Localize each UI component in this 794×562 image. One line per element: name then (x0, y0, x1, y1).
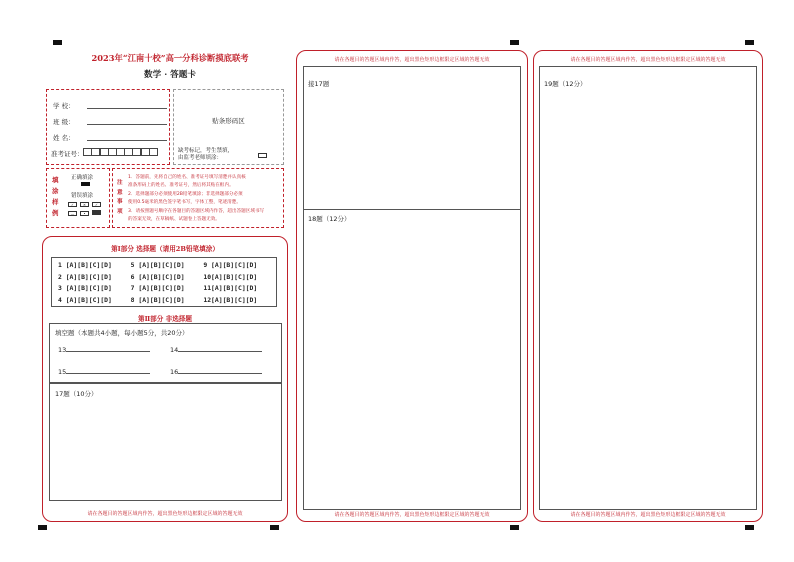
correct-fill-sample (81, 182, 90, 186)
blank-16-label: 16 (170, 368, 179, 376)
absent-note-line1: 缺考标记，考生禁填， (178, 148, 234, 154)
choice-item[interactable]: 9 [A][B][C][D] (203, 261, 258, 269)
registration-mark (38, 525, 47, 530)
blank-13-field[interactable] (66, 351, 150, 352)
card-subtitle: 数学 · 答题卡 (144, 70, 196, 80)
choice-row (58, 283, 276, 295)
part1-title: 第Ⅰ部分 选择题（请用2B铅笔填涂） (111, 245, 219, 253)
registration-mark (270, 525, 279, 530)
student-info-box (46, 89, 170, 165)
note-line: 准条形码上的姓名、准考证号，然后将其贴在框内。 (128, 183, 234, 189)
part2-title: 第Ⅱ部分 非选择题 (137, 315, 192, 323)
q17-continued-label: 接17题 (308, 80, 330, 88)
warning-text: 请在各题目的答题区域内作答，超出黑色矩形边框限定区域的答题无效 (87, 511, 243, 517)
choice-item[interactable]: 7 [A][B][C][D] (130, 284, 185, 292)
choice-grid (51, 257, 277, 307)
fill-guide-side-label: 填涂样例 (52, 176, 59, 217)
q19-label: 19题（12分） (544, 80, 587, 88)
fill-blank-heading: 填空题（本题共4小题，每小题5分，共20分） (55, 329, 189, 337)
q18-answer-box[interactable] (303, 210, 521, 510)
warning-text: 请在各题目的答题区域内作答，超出黑色矩形边框限定区域的答题无效 (334, 512, 490, 518)
name-label: 姓 名： (53, 134, 75, 142)
registration-mark (745, 40, 754, 45)
blank-16-field[interactable] (178, 373, 262, 374)
blank-13-label: 13 (58, 346, 67, 354)
q19-answer-box[interactable] (539, 66, 757, 510)
choice-item[interactable]: 6 [A][B][C][D] (130, 272, 185, 281)
blank-14-label: 14 (170, 346, 179, 354)
registration-mark (53, 40, 62, 45)
warning-text: 请在各题目的答题区域内作答，超出黑色矩形边框限定区域的答题无效 (334, 57, 490, 63)
barcode-label: 贴条形码区 (212, 117, 245, 125)
answer-region-left (42, 236, 288, 522)
exam-id-label: 准考证号： (51, 150, 84, 158)
choice-item[interactable]: 2 [A][B][C][D] (58, 272, 112, 281)
q17-answer-box[interactable] (49, 383, 282, 501)
choice-item[interactable]: 11[A][B][C][D] (203, 284, 258, 292)
note-line: 1．答题前，先将自己的姓名、准考证号填写清楚并认真核 (128, 175, 246, 180)
barcode-area (173, 89, 284, 165)
choice-item[interactable]: 3 [A][B][C][D] (58, 284, 112, 292)
note-line: 3．请按照题号顺序在各题目的答题区域内作答，超出答题区域书写 (128, 208, 265, 214)
choice-item[interactable]: 5 [A][B][C][D] (130, 261, 185, 269)
registration-mark (510, 525, 519, 530)
note-line: 使用0.5毫米的黑色签字笔书写，字体工整，笔迹清楚。 (128, 200, 241, 206)
choice-item[interactable]: 1 [A][B][C][D] (58, 261, 112, 269)
name-field[interactable] (87, 140, 167, 141)
absent-mark-box[interactable] (258, 153, 267, 158)
absent-note-line2: 由监考老师填涂： (178, 155, 223, 161)
choice-item[interactable]: 10[A][B][C][D] (203, 272, 258, 281)
notes-side-label: 注意事项 (117, 180, 123, 215)
choice-row (58, 295, 276, 307)
exam-id-field[interactable] (84, 148, 158, 156)
choice-item[interactable]: 8 [A][B][C][D] (130, 295, 185, 304)
registration-mark (745, 525, 754, 530)
fill-guide-box (46, 168, 110, 228)
class-field[interactable] (87, 124, 167, 125)
q17-continued-box[interactable] (303, 66, 521, 210)
note-line: 2．选择题部分必须使用2B铅笔填涂；非选择题部分必须 (128, 191, 243, 197)
blank-14-field[interactable] (178, 351, 262, 352)
class-label: 班 级： (53, 118, 75, 126)
q17-label: 17题（10分） (55, 390, 98, 398)
notes-list (128, 174, 283, 224)
registration-mark (510, 40, 519, 45)
correct-fill-label: 正确填涂 (71, 175, 94, 181)
choice-item[interactable]: 12[A][B][C][D] (203, 295, 258, 304)
warning-text: 请在各题目的答题区域内作答，超出黑色矩形边框限定区域的答题无效 (570, 57, 726, 63)
notes-box (112, 168, 284, 228)
exam-title: 2023年“江南十校”高一分科诊断摸底联考 (91, 53, 249, 63)
choice-row (58, 260, 276, 272)
choice-item[interactable]: 4 [A][B][C][D] (58, 295, 112, 304)
note-line: 的答案无效，在草稿纸、试题卷上答题无效。 (128, 217, 220, 223)
warning-text: 请在各题目的答题区域内作答，超出黑色矩形边框限定区域的答题无效 (570, 512, 726, 518)
answer-region-middle (296, 50, 528, 522)
answer-region-right (533, 50, 763, 522)
wrong-fill-label: 错误填涂 (71, 193, 94, 199)
school-field[interactable] (87, 108, 167, 109)
choice-row (58, 272, 276, 284)
blank-15-label: 15 (58, 368, 67, 376)
q18-label: 18题（12分） (308, 215, 351, 223)
school-label: 学 校： (53, 102, 75, 110)
blank-15-field[interactable] (66, 373, 150, 374)
wrong-fill-samples: ✓ ✕ ✓ — • (68, 201, 104, 216)
exam-id-digit-box[interactable] (149, 148, 158, 156)
fill-blank-box (49, 323, 282, 383)
